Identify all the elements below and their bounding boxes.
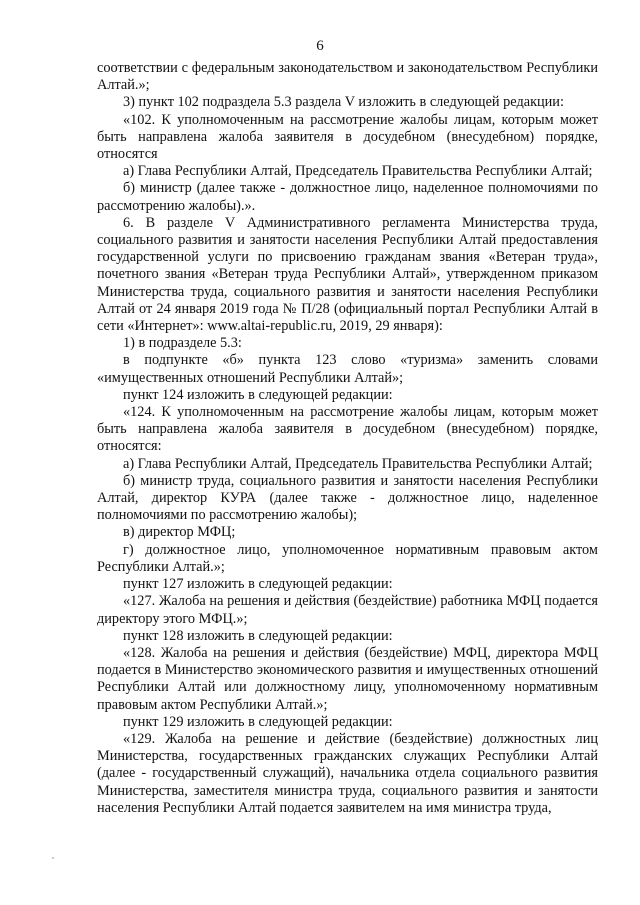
paragraph-subitem-g: г) должностное лицо, уполномоченное нормативным правовым актом Республики Алтай.»; [97, 541, 598, 575]
paragraph-point-123: в подпункте «б» пункта 123 слово «туризма» заменить словами «имущественных отношений Республики Алтай»; [97, 352, 598, 386]
paragraph-subitem-a: а) Глава Республики Алтай, Председатель Правительства Республики Алтай; [123, 163, 593, 180]
paragraph-section-6: 6. В разделе V Административного регламента Министерства труда, социального развития и занятости населения Республики Алтай предоставления государственной услуги по присвоению гражданам звания «Ветеран труда», почетного звания «Ветеран труда Республики Алтай», утвержденном приказом Министерства труда, социального развития и занятости населения Республики Алтай от 24 января 2019 года № П/28 (официальный портал Республики Алтай в сети «Интернет»: www.altai-republic.ru, 2019, 29 января): [97, 214, 598, 335]
paragraph-point-102: «102. К уполномоченным на рассмотрение жалобы лицам, которым может быть направлена жалоба заявителя в досудебном (внесудебном) порядке, относятся [97, 111, 598, 163]
paragraph-point-124: «124. К уполномоченным на рассмотрение жалобы лицам, которым может быть направлена жалоба заявителя в досудебном (внесудебном) порядке, относятся: [97, 404, 598, 455]
paragraph-subitem-v: в) директор МФЦ; [123, 524, 236, 541]
page-number: 6 [316, 38, 324, 54]
paragraph-continuation: соответствии с федеральным законодательством и законодательством Республики Алтай.»; [97, 60, 598, 94]
paragraph-point-129: «129. Жалоба на решение и действие (бездействие) должностных лиц Министерства, государственных гражданских служащих Республики Алтай (далее - государственный служащий), начальника отдела социального развития Министерства, заместителя министра труда, социального развития и занятости населения Республики Алтай подается заявителем на имя министра труда, [97, 730, 598, 816]
paragraph-point-128-intro: пункт 128 изложить в следующей редакции: [123, 627, 393, 644]
paragraph-point-127: «127. Жалоба на решения и действия (бездействие) работника МФЦ подается директору этого МФЦ.»; [97, 593, 598, 627]
paragraph-point-124-intro: пункт 124 изложить в следующей редакции: [123, 386, 393, 403]
scan-speck [52, 857, 54, 859]
document-body [97, 60, 598, 817]
paragraph-item-3: 3) пункт 102 подраздела 5.3 раздела V изложить в следующей редакции: [123, 94, 564, 111]
paragraph-subsection-1: 1) в подразделе 5.3: [123, 335, 242, 352]
paragraph-subitem-b: б) министр (далее также - должностное лицо, наделенное полномочиями по рассмотрению жалобы).». [97, 180, 598, 214]
paragraph-point-128: «128. Жалоба на решения и действия (бездействие) МФЦ, директора МФЦ подается в Министерство экономического развития и имущественных отношений Республики Алтай или должностному лицу, уполномоченному нормативным правовым актом Республики Алтай.»; [97, 644, 598, 713]
paragraph-point-127-intro: пункт 127 изложить в следующей редакции: [123, 576, 393, 593]
paragraph-subitem-a: а) Глава Республики Алтай, Председатель Правительства Республики Алтай; [123, 455, 593, 472]
paragraph-point-129-intro: пункт 129 изложить в следующей редакции: [123, 713, 393, 730]
paragraph-subitem-b: б) министр труда, социального развития и занятости населения Республики Алтай, директор КУРА (далее также - должностное лицо, наделенное полномочиями по рассмотрению жалобы); [97, 472, 598, 524]
